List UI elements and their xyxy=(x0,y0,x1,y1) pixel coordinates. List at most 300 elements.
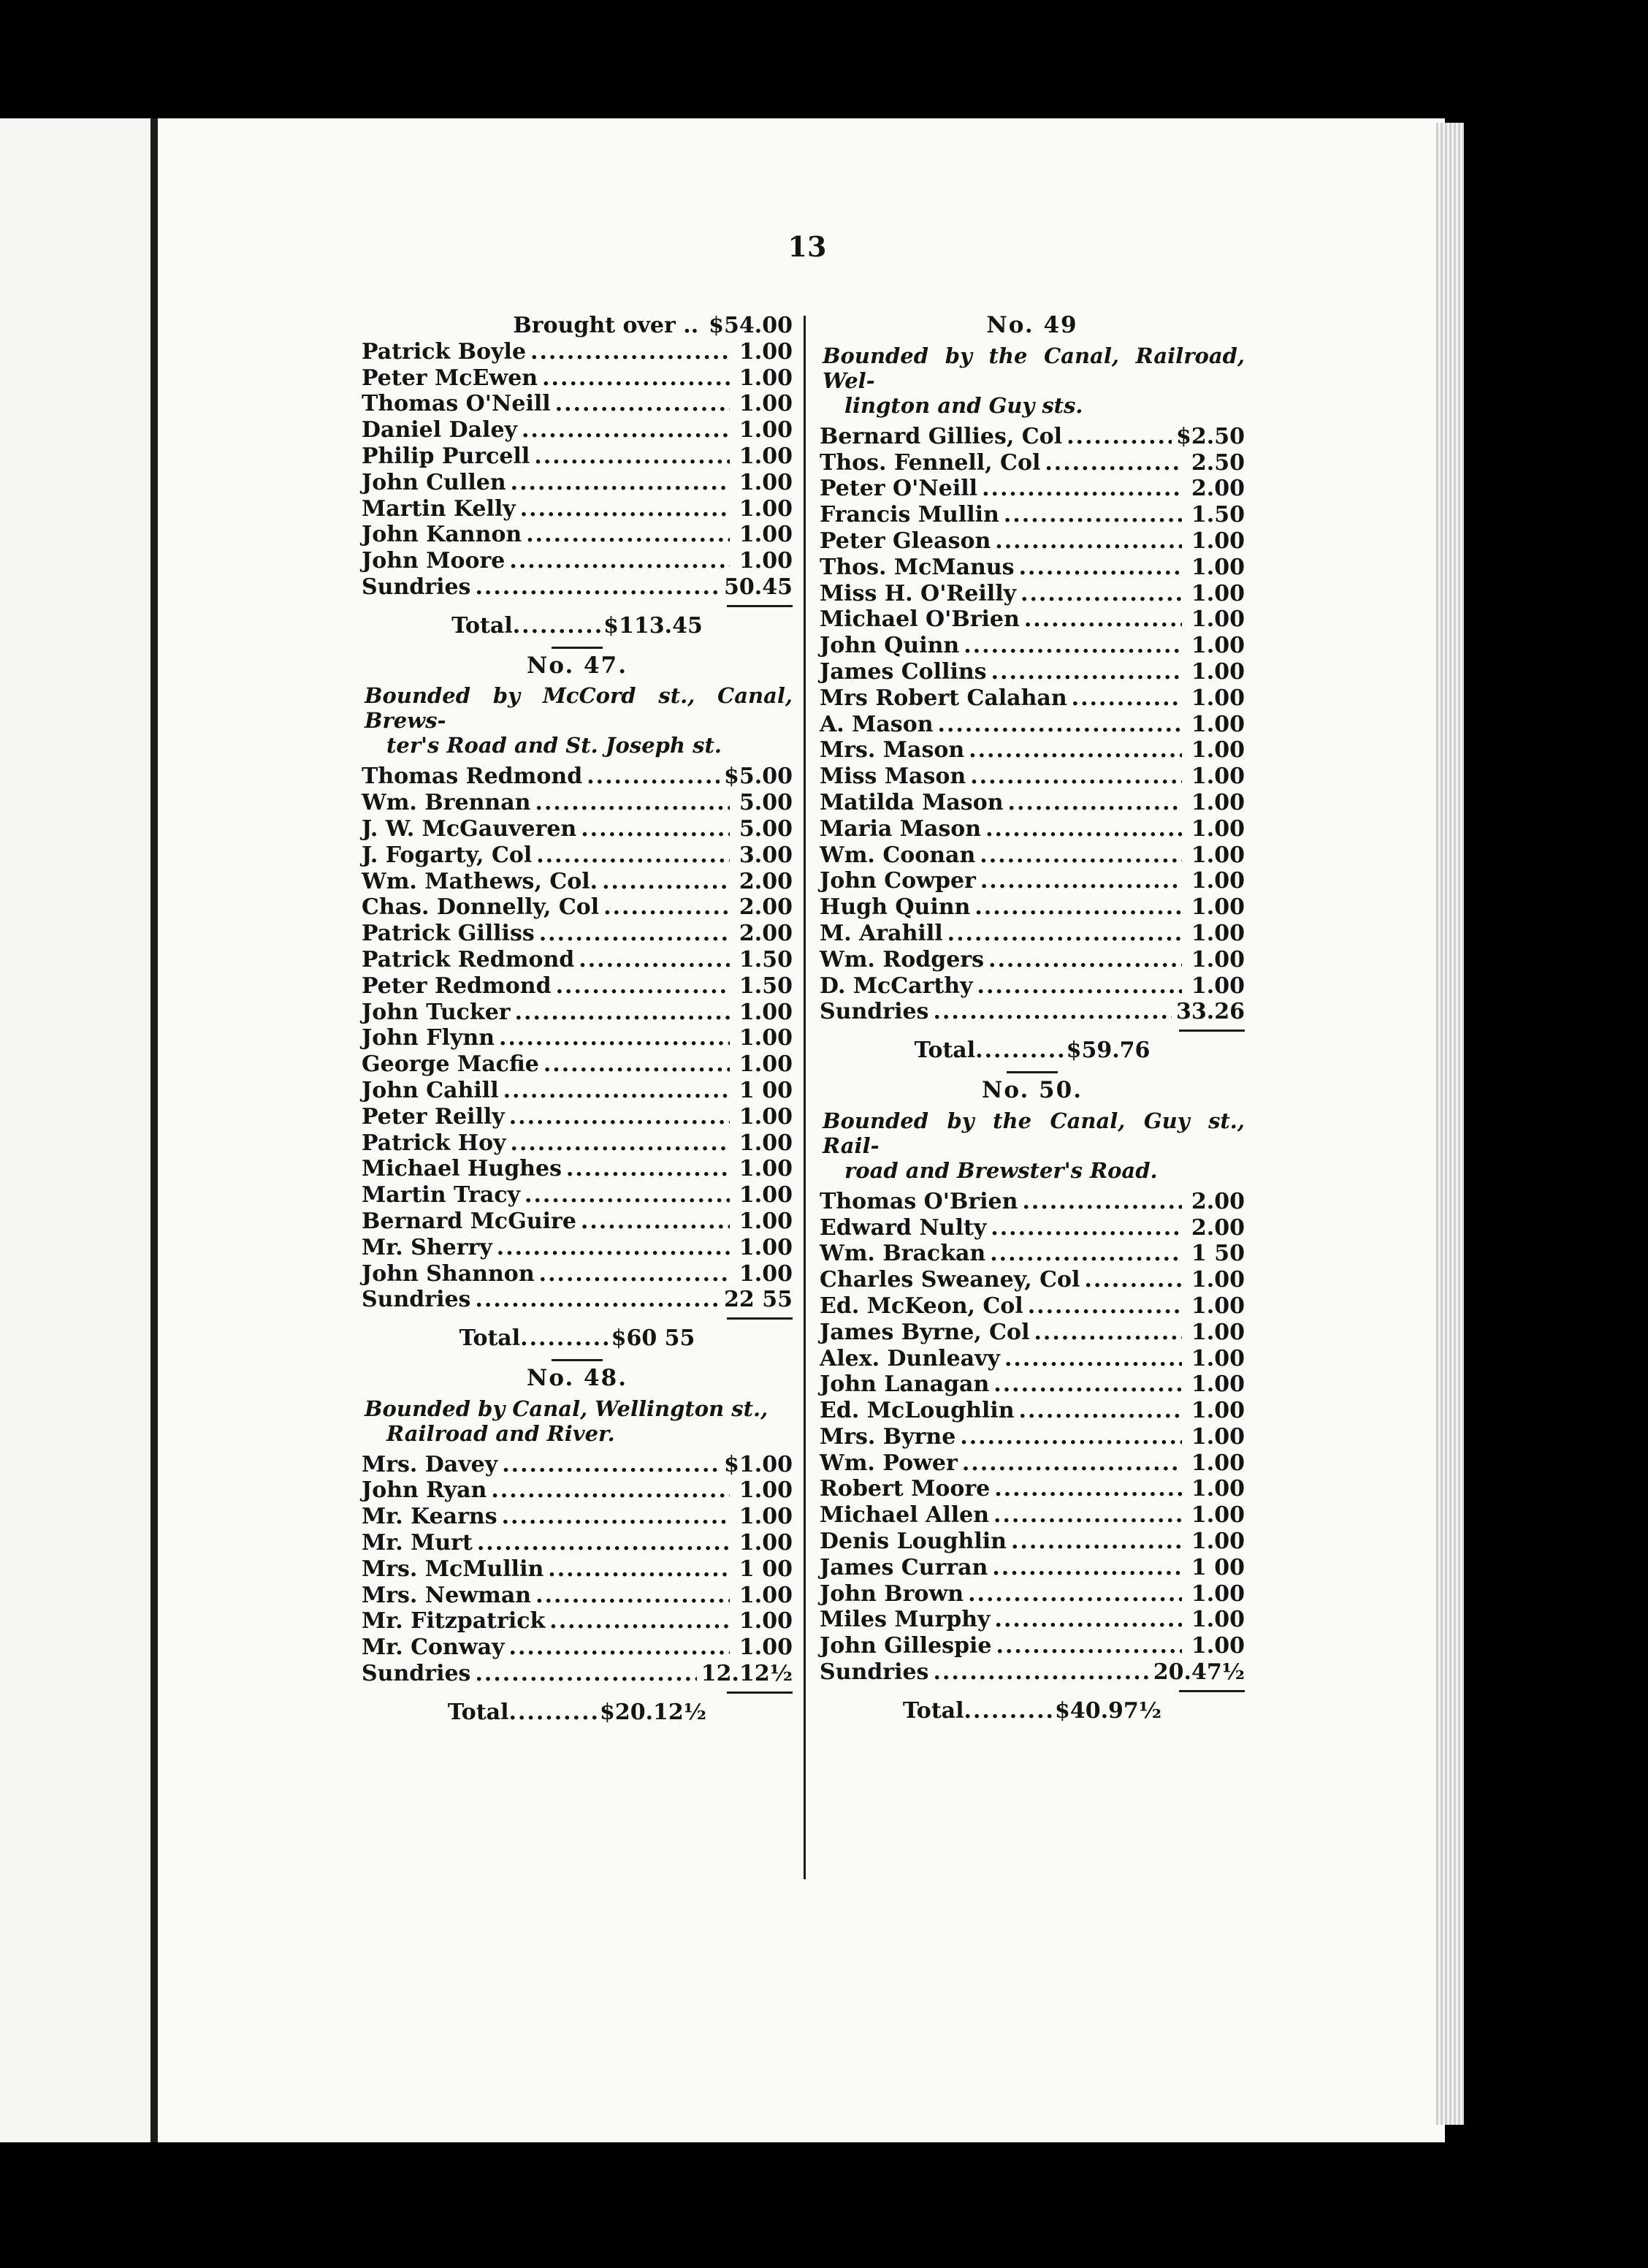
entry-name: Robert Moore xyxy=(820,1476,991,1502)
entry-name: Wm. Rodgers xyxy=(820,946,984,973)
list-item xyxy=(820,502,1245,528)
total-amount: $20.12½ xyxy=(599,1699,707,1725)
entry-amount: 1.00 xyxy=(1191,633,1245,659)
entry-amount: 1.00 xyxy=(739,1130,793,1156)
leader-dots xyxy=(968,1581,1182,1607)
list-item xyxy=(820,712,1245,738)
entry-amount: 2.50 xyxy=(1191,449,1245,476)
leader-dots xyxy=(475,1661,696,1687)
entry-name: Michael O'Brien xyxy=(820,606,1020,633)
entry-amount: 1.00 xyxy=(739,417,793,444)
leader-dots xyxy=(982,476,1182,502)
sum-rule xyxy=(362,1692,793,1694)
entry-name: Mr. Fitzpatrick xyxy=(362,1608,546,1635)
entry-amount: 1.00 xyxy=(1191,1319,1245,1345)
list-item xyxy=(820,1215,1245,1241)
leader-dots xyxy=(535,790,730,816)
entry-amount: 1.00 xyxy=(739,522,793,548)
page-number: 13 xyxy=(787,230,827,263)
list-item xyxy=(362,1130,793,1157)
entry-name: Miss H. O'Reilly xyxy=(820,580,1017,606)
description-line-2: Railroad and River. xyxy=(386,1420,615,1446)
leader-dots xyxy=(522,417,730,444)
section-heading-49: No. 49 xyxy=(986,312,1078,338)
list-item xyxy=(820,1320,1245,1346)
entry-name: Bernard McGuire xyxy=(362,1208,576,1234)
list-item xyxy=(820,633,1245,659)
entry-name: James Byrne, Col xyxy=(820,1319,1030,1345)
entry-name: Mr. Sherry xyxy=(362,1234,492,1260)
entry-amount: 1.00 xyxy=(1191,606,1245,633)
total-amount: $59.76 xyxy=(1066,1038,1151,1064)
leader-dots xyxy=(1004,502,1182,528)
entry-name: Peter Gleason xyxy=(820,528,991,554)
leader-dots xyxy=(996,1633,1182,1659)
list-item xyxy=(820,737,1245,764)
entry-name: Ed. McLoughlin xyxy=(820,1398,1015,1424)
description-line-1: Bounded by the Canal, Guy st., Rail- xyxy=(823,1108,1245,1158)
brought-over-row xyxy=(362,313,793,339)
entry-amount: 5.00 xyxy=(739,815,793,842)
entry-list-47 xyxy=(362,764,793,1313)
list-item xyxy=(820,1189,1245,1215)
leader-dots xyxy=(548,1556,730,1583)
entry-amount: 1.00 xyxy=(1191,894,1245,921)
list-item xyxy=(820,1607,1245,1633)
leader-dots xyxy=(1084,1267,1182,1293)
list-item xyxy=(362,1156,793,1182)
entry-name: Wm. Brackan xyxy=(820,1241,986,1267)
entry-name: A. Mason xyxy=(820,711,934,737)
entry-list-48 xyxy=(362,1452,793,1687)
list-item xyxy=(820,476,1245,502)
description-line-2: lington and Guy sts. xyxy=(844,392,1083,418)
leader-dots xyxy=(543,1051,730,1078)
total-row-50 xyxy=(820,1698,1245,1724)
list-item xyxy=(820,764,1245,790)
leader-dots xyxy=(555,391,730,417)
entry-amount: 1.00 xyxy=(1191,1580,1245,1607)
list-item xyxy=(820,685,1245,712)
list-item xyxy=(820,1371,1245,1398)
previous-page-edge xyxy=(0,118,164,2142)
leader-dots xyxy=(556,973,730,1000)
entry-name: Mrs. Davey xyxy=(362,1451,498,1477)
brought-over-label: Brought over .. xyxy=(513,313,699,338)
entry-amount: 1.50 xyxy=(739,973,793,999)
entry-name: Patrick Redmond xyxy=(362,946,575,973)
leader-dots xyxy=(534,444,730,470)
description-line-1: Bounded by Canal, Wellington st., xyxy=(365,1396,768,1421)
brought-over-amount: $54.00 xyxy=(709,313,793,338)
entry-amount: 1.00 xyxy=(1191,1476,1245,1502)
entry-amount: 22 55 xyxy=(724,1287,793,1313)
right-column xyxy=(820,313,1245,1724)
entry-amount: 1.50 xyxy=(739,946,793,973)
list-item xyxy=(362,1051,793,1078)
entry-name: J. Fogarty, Col xyxy=(362,842,533,868)
leader-dots xyxy=(503,1078,730,1104)
entry-amount: 1.00 xyxy=(1191,1293,1245,1319)
leader-dots xyxy=(530,339,730,365)
leader-dots xyxy=(992,1555,1182,1581)
entry-amount: 1.00 xyxy=(1191,946,1245,973)
list-item xyxy=(362,470,793,496)
entry-name: Thomas Redmond xyxy=(362,764,583,790)
entry-amount: 1.00 xyxy=(739,1504,793,1530)
entry-amount: 1.00 xyxy=(1191,685,1245,711)
sum-rule xyxy=(362,1317,793,1320)
list-item xyxy=(820,1293,1245,1320)
list-item xyxy=(820,947,1245,973)
entry-name: Ed. McKeon, Col xyxy=(820,1293,1023,1319)
list-item xyxy=(820,894,1245,921)
entry-name: Mrs. Newman xyxy=(362,1582,532,1608)
entry-name: Mrs. McMullin xyxy=(362,1556,544,1582)
list-item xyxy=(820,555,1245,581)
total-row-47 xyxy=(362,1325,793,1352)
leader-dots xyxy=(566,1156,730,1182)
entry-amount: 1.00 xyxy=(739,1025,793,1051)
entry-amount: 1.00 xyxy=(1191,1633,1245,1659)
list-item xyxy=(820,1659,1245,1686)
section-heading-50: No. 50. xyxy=(982,1076,1083,1103)
leader-dots xyxy=(960,1424,1182,1450)
list-item xyxy=(362,1635,793,1661)
entry-name: Mr. Murt xyxy=(362,1530,473,1556)
entry-name: John Cahill xyxy=(362,1077,499,1103)
entry-amount: 1 00 xyxy=(739,1077,793,1103)
entry-amount: 1.00 xyxy=(739,1234,793,1260)
entry-name: Patrick Boyle xyxy=(362,338,527,365)
entry-amount: 1.00 xyxy=(1191,554,1245,580)
entry-amount: 1.00 xyxy=(1191,1502,1245,1529)
leader-dots xyxy=(933,1659,1148,1686)
entry-name: John Brown xyxy=(820,1580,964,1607)
leader-dots xyxy=(491,1477,730,1504)
section-rule xyxy=(552,1359,603,1361)
entry-name: Thos. Fennell, Col xyxy=(820,449,1041,476)
list-item xyxy=(820,606,1245,633)
entry-name: Sundries xyxy=(820,999,929,1025)
list-item xyxy=(820,1267,1245,1293)
leader-dots xyxy=(1024,606,1182,633)
entry-name: Francis Mullin xyxy=(820,502,999,528)
leader-dots: .......... xyxy=(520,1325,611,1352)
list-item xyxy=(362,869,793,895)
entry-name: Sundries xyxy=(362,1287,471,1313)
leader-dots xyxy=(1011,1529,1182,1555)
leader-dots xyxy=(947,921,1182,947)
entry-amount: 1.00 xyxy=(1191,1607,1245,1633)
section-description-49 xyxy=(820,343,1245,418)
description-line-1: Bounded by the Canal, Railroad, Wel- xyxy=(823,343,1245,393)
leader-dots xyxy=(1004,1346,1182,1372)
entry-name: Thomas O'Brien xyxy=(820,1188,1018,1214)
entry-amount: 1.00 xyxy=(739,1103,793,1130)
section-heading-47: No. 47. xyxy=(527,652,627,679)
total-amount: $40.97½ xyxy=(1054,1697,1162,1724)
list-item xyxy=(820,999,1245,1025)
leader-dots xyxy=(535,1583,730,1609)
description-line-1: Bounded by McCord st., Canal, Brews- xyxy=(365,683,793,734)
entry-name: George Macfie xyxy=(362,1051,539,1078)
leader-dots xyxy=(509,1635,730,1661)
entry-amount: 2.00 xyxy=(1191,1214,1245,1241)
total-amount: $60 55 xyxy=(611,1325,695,1352)
list-item xyxy=(362,522,793,548)
leader-dots xyxy=(587,764,720,790)
leader-dots xyxy=(980,868,1182,894)
list-item xyxy=(820,1424,1245,1450)
list-item xyxy=(820,1398,1245,1424)
leader-dots xyxy=(477,1530,730,1556)
leader-dots xyxy=(539,921,730,947)
entry-name: Miss Mason xyxy=(820,764,966,790)
leader-dots xyxy=(579,947,730,973)
entry-name: John Lanagan xyxy=(820,1371,990,1398)
entry-amount: 1.00 xyxy=(739,1051,793,1078)
leader-dots: .......... xyxy=(508,1699,600,1725)
list-item xyxy=(362,1661,793,1687)
leader-dots xyxy=(1067,424,1172,450)
entry-amount: 1.00 xyxy=(1191,1371,1245,1398)
list-item xyxy=(362,1261,793,1287)
leader-dots xyxy=(1022,1189,1182,1215)
leader-dots xyxy=(1008,790,1182,816)
entry-amount: 12.12½ xyxy=(701,1661,793,1687)
entry-name: Mrs. Byrne xyxy=(820,1423,956,1450)
entry-name: Martin Kelly xyxy=(362,495,516,522)
list-item xyxy=(362,574,793,601)
entry-amount: 50.45 xyxy=(724,574,793,600)
list-item xyxy=(820,790,1245,816)
entry-list-46 xyxy=(362,339,793,601)
list-item xyxy=(820,581,1245,607)
entry-name: Edward Nulty xyxy=(820,1214,987,1241)
sum-rule xyxy=(362,605,793,607)
entry-name: Wm. Mathews, Col. xyxy=(362,868,598,894)
list-item xyxy=(362,339,793,365)
leader-dots xyxy=(603,894,730,921)
total-label: Total xyxy=(459,1325,521,1352)
entry-name: John Cullen xyxy=(362,469,506,495)
entry-amount: 2.00 xyxy=(1191,1188,1245,1214)
entry-name: Mrs Robert Calahan xyxy=(820,685,1067,711)
entry-amount: 2.00 xyxy=(739,894,793,921)
entry-amount: 5.00 xyxy=(739,790,793,816)
list-item xyxy=(362,496,793,522)
list-item xyxy=(820,816,1245,842)
entry-amount: 1.00 xyxy=(1191,1345,1245,1371)
list-item xyxy=(820,1502,1245,1529)
leader-dots xyxy=(1045,450,1182,476)
entry-amount: $5.00 xyxy=(724,764,793,790)
entry-amount: 1.00 xyxy=(739,1156,793,1182)
leader-dots xyxy=(974,894,1182,921)
entry-amount: 1 00 xyxy=(1191,1554,1245,1580)
entry-amount: 1.00 xyxy=(739,443,793,469)
list-item xyxy=(362,1025,793,1051)
list-item xyxy=(362,1608,793,1635)
entry-name: Matilda Mason xyxy=(820,789,1004,815)
entry-name: Sundries xyxy=(362,1661,471,1687)
entry-name: Philip Purcell xyxy=(362,443,530,469)
leader-dots xyxy=(536,842,730,869)
list-item xyxy=(362,1287,793,1313)
entry-amount: 1.00 xyxy=(1191,1267,1245,1293)
leader-dots xyxy=(515,1000,730,1026)
entry-name: Thos. McManus xyxy=(820,554,1015,580)
entry-name: Mrs. Mason xyxy=(820,737,965,764)
entry-amount: 1.50 xyxy=(1191,502,1245,528)
leader-dots xyxy=(993,1502,1182,1529)
leader-dots xyxy=(964,633,1182,659)
leader-dots xyxy=(502,1504,730,1530)
entry-amount: 2.00 xyxy=(1191,476,1245,502)
list-item xyxy=(362,365,793,392)
entry-name: John Kannon xyxy=(362,522,522,548)
entry-name: Patrick Gilliss xyxy=(362,921,535,947)
entry-name: John Shannon xyxy=(362,1260,535,1287)
entry-name: Mr. Kearns xyxy=(362,1504,497,1530)
entry-name: James Curran xyxy=(820,1554,988,1580)
leader-dots: .......... xyxy=(512,612,604,639)
total-row-46 xyxy=(362,613,793,639)
entry-amount: 1.00 xyxy=(1191,789,1245,815)
list-item xyxy=(362,1235,793,1261)
entry-name: D. McCarthy xyxy=(820,973,973,999)
list-item xyxy=(820,973,1245,1000)
book-edge xyxy=(1436,123,1464,2125)
entry-name: Wm. Power xyxy=(820,1450,958,1476)
list-item xyxy=(362,548,793,574)
leader-dots xyxy=(969,737,1182,764)
list-item xyxy=(362,1583,793,1609)
leader-dots xyxy=(511,470,730,496)
entry-amount: 1.00 xyxy=(1191,1398,1245,1424)
entry-amount: 2.00 xyxy=(739,921,793,947)
entry-amount: 1.00 xyxy=(739,1477,793,1504)
entry-name: James Collins xyxy=(820,658,987,685)
entry-amount: 1.00 xyxy=(739,365,793,391)
leader-dots xyxy=(994,1476,1182,1502)
entry-amount: 1.00 xyxy=(739,1582,793,1608)
list-item xyxy=(820,921,1245,947)
entry-name: Miles Murphy xyxy=(820,1607,991,1633)
leader-dots xyxy=(497,1235,730,1261)
list-item xyxy=(362,391,793,417)
list-item xyxy=(820,1346,1245,1372)
section-description-47 xyxy=(362,683,793,758)
entry-name: Peter Reilly xyxy=(362,1103,505,1130)
list-item xyxy=(362,764,793,790)
entry-amount: $1.00 xyxy=(724,1451,793,1477)
entry-name: Maria Mason xyxy=(820,815,982,842)
list-item xyxy=(362,444,793,470)
list-item xyxy=(820,1633,1245,1659)
section-rule xyxy=(552,647,603,649)
leader-dots xyxy=(1021,581,1182,607)
total-label: Total xyxy=(451,612,513,639)
leader-dots xyxy=(526,522,730,548)
leader-dots xyxy=(524,1182,730,1209)
entry-amount: 1.00 xyxy=(1191,658,1245,685)
entry-name: Daniel Daley xyxy=(362,417,517,444)
leader-dots xyxy=(475,574,720,601)
entry-name: John Cowper xyxy=(820,868,976,894)
entry-name: Sundries xyxy=(362,574,471,600)
leader-dots xyxy=(520,496,730,522)
leader-dots xyxy=(509,1104,730,1130)
total-label: Total xyxy=(447,1699,509,1725)
entry-amount: 1.00 xyxy=(1191,1529,1245,1555)
entry-name: Michael Hughes xyxy=(362,1156,562,1182)
section-heading-48: No. 48. xyxy=(527,1364,627,1391)
entry-amount: 1.00 xyxy=(1191,737,1245,764)
entry-name: Chas. Donnelly, Col xyxy=(362,894,600,921)
leader-dots xyxy=(980,842,1182,869)
leader-dots xyxy=(549,1608,730,1635)
entry-amount: 1.00 xyxy=(739,1182,793,1209)
entry-list-50 xyxy=(820,1189,1245,1686)
leader-dots xyxy=(994,1607,1182,1633)
leader-dots xyxy=(1019,555,1182,581)
leader-dots xyxy=(991,1215,1182,1241)
leader-dots: .......... xyxy=(975,1038,1067,1064)
entry-amount: 20.47½ xyxy=(1153,1659,1245,1686)
entry-list-49 xyxy=(820,424,1245,1025)
entry-name: J. W. McGauveren xyxy=(362,815,577,842)
list-item xyxy=(820,1241,1245,1267)
entry-amount: $2.50 xyxy=(1176,423,1245,449)
entry-name: Alex. Dunleavy xyxy=(820,1345,1000,1371)
list-item xyxy=(820,1476,1245,1502)
leader-dots xyxy=(993,1371,1182,1398)
list-item xyxy=(362,1182,793,1209)
leader-dots xyxy=(511,1130,730,1157)
entry-amount: 33.26 xyxy=(1176,999,1245,1025)
leader-dots xyxy=(988,947,1182,973)
entry-name: Peter O'Neill xyxy=(820,476,978,502)
entry-name: Michael Allen xyxy=(820,1502,990,1529)
leader-dots xyxy=(938,712,1182,738)
entry-amount: 1.00 xyxy=(1191,842,1245,868)
leader-dots xyxy=(502,1452,720,1478)
entry-amount: 1.00 xyxy=(1191,973,1245,999)
entry-name: Bernard Gillies, Col xyxy=(820,423,1063,449)
list-item xyxy=(820,659,1245,685)
list-item xyxy=(820,528,1245,555)
leader-dots xyxy=(602,869,730,895)
total-label: Total xyxy=(902,1697,964,1724)
entry-name: Thomas O'Neill xyxy=(362,391,551,417)
entry-name: Sundries xyxy=(820,1659,929,1686)
document-page xyxy=(150,118,1445,2142)
entry-amount: 1.00 xyxy=(739,391,793,417)
list-item xyxy=(820,1581,1245,1607)
leader-dots xyxy=(499,1025,730,1051)
entry-amount: 1.00 xyxy=(739,1530,793,1556)
description-line-2: ter's Road and St. Joseph st. xyxy=(386,733,722,758)
entry-amount: 1.00 xyxy=(739,1208,793,1234)
leader-dots xyxy=(970,764,1182,790)
leader-dots: .......... xyxy=(964,1697,1055,1724)
list-item xyxy=(362,1104,793,1130)
entry-name: Peter Redmond xyxy=(362,973,552,999)
leader-dots xyxy=(977,973,1182,1000)
leader-dots xyxy=(1072,685,1182,712)
